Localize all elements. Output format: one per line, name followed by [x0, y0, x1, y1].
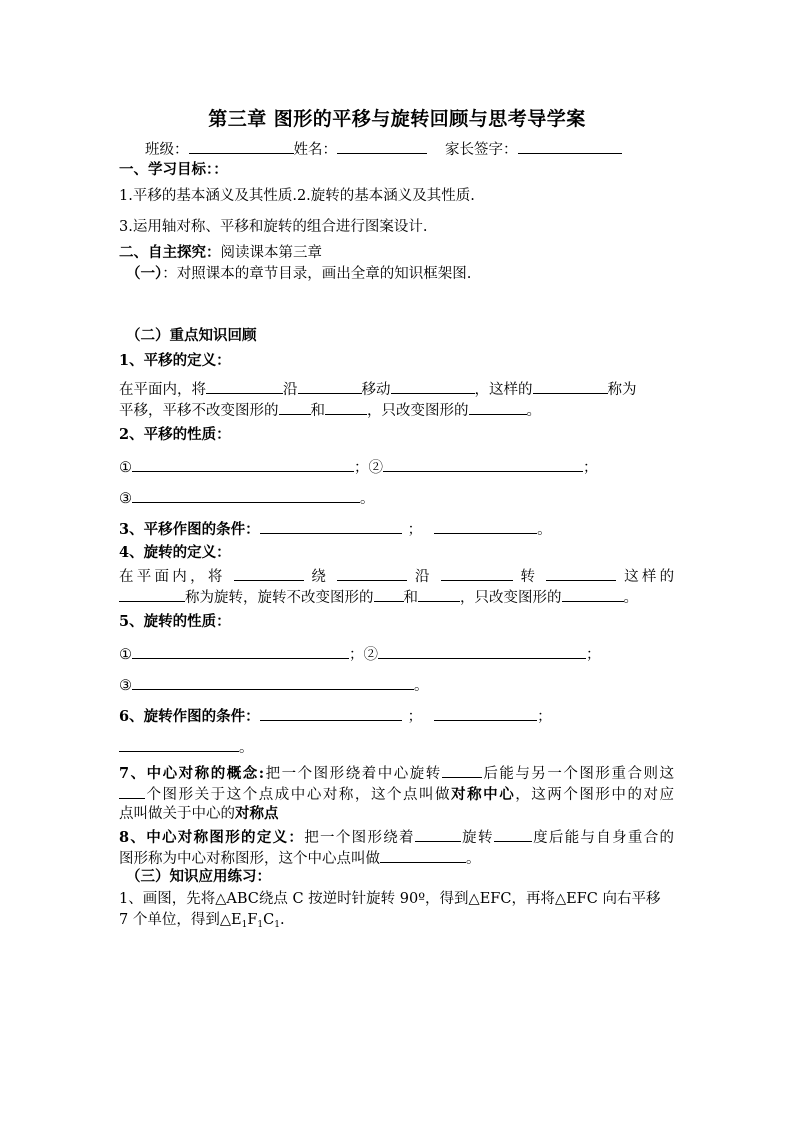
q4-blank3[interactable] — [441, 565, 513, 581]
q4-blank2[interactable] — [337, 565, 407, 581]
q7-line3: 点叫做关于中心的对称点 — [119, 805, 279, 822]
q1-line1: 在平面内，将 沿 移动 ，这样的 称为 — [119, 378, 637, 400]
subsection2-heading: （二）重点知识回顾 — [126, 327, 257, 344]
section1-heading: 一、学习目标：： — [119, 161, 228, 178]
q4-blank1[interactable] — [234, 565, 304, 581]
q2-blank2[interactable] — [383, 456, 583, 472]
q1-heading: 1、平移的定义： — [119, 352, 231, 369]
q3-blank1[interactable] — [260, 518, 402, 534]
q1-blank1[interactable] — [206, 378, 283, 394]
q2-line2: ③ 。 — [119, 487, 375, 509]
q1-blank3[interactable] — [391, 378, 475, 394]
q8-blank1[interactable] — [415, 826, 461, 842]
q1-blank2[interactable] — [298, 378, 362, 394]
q5-line2: ③ 。 — [119, 674, 429, 696]
q7-line1: 7、中心对称的概念:把一个图形绕着中心旋转 后能与另一个图形重合则这 — [119, 762, 674, 784]
q4-blank7[interactable] — [418, 586, 460, 602]
q8-line2: 图形称为中心对称图形，这个中心点叫做 。 — [119, 847, 481, 869]
header-fields — [145, 138, 622, 160]
exercise1-line1: 1、画图，先将△ABC绕点 C 按逆时针旋转 90º，得到△EFC，再将△EFC 向右平移 — [119, 891, 661, 907]
q5-line1: ① ；② ； — [119, 643, 601, 665]
q2-blank1[interactable] — [132, 456, 354, 472]
q8-blank3[interactable] — [380, 847, 466, 863]
q2-line1: ① ；② ； — [119, 456, 598, 478]
page-title: 第三章 图形的平移与旋转回顾与思考导学案 — [208, 108, 586, 130]
class-blank[interactable] — [189, 138, 294, 154]
q7-line2: 个图形关于这个点成中心对称，这个点叫做对称中心，这两个图形中的对应 — [119, 783, 674, 805]
q7-blank2[interactable] — [119, 783, 145, 799]
exercise1-line2: 7 个单位，得到$\triangle E_1F_1C_1$. — [119, 912, 285, 930]
subsection3-heading: （三）知识应用练习： — [126, 868, 271, 885]
q4-blank5[interactable] — [119, 586, 185, 602]
objective-line1: 1.平移的基本涵义及其性质.2.旋转的基本涵义及其性质. — [119, 188, 475, 204]
name-blank[interactable] — [337, 138, 427, 154]
q4-line2: 称为旋转，旋转不改变图形的 和 ，只改变图形的 。 — [119, 586, 638, 608]
subsection1: （一）：对照课本的章节目录，画出全章的知识框架图. — [126, 265, 472, 282]
q6-blank1[interactable] — [260, 705, 402, 721]
q3-blank2[interactable] — [434, 518, 537, 534]
q4-blank4[interactable] — [546, 565, 616, 581]
q4-blank8[interactable] — [562, 586, 624, 602]
q7-blank1[interactable] — [442, 762, 482, 778]
parent-signature-blank[interactable] — [518, 138, 622, 154]
q5-blank2[interactable] — [378, 643, 586, 659]
class-label: 班级： — [145, 142, 189, 158]
section2-heading: 二、自主探究：阅读课本第三章 — [119, 244, 322, 261]
q2-blank3[interactable] — [132, 487, 360, 503]
objective-line2: 3.运用轴对称、平移和旋转的组合进行图案设计. — [119, 219, 428, 235]
q5-blank3[interactable] — [132, 674, 414, 690]
q1-blank4[interactable] — [533, 378, 608, 394]
q2-heading: 2、平移的性质： — [119, 426, 231, 443]
q3-line: 3、平移作图的条件： ； 。 — [119, 518, 552, 540]
q8-blank2[interactable] — [494, 826, 532, 842]
q8-line1: 8、中心对称图形的定义：把一个图形绕着 旋转 度后能与自身重合的 — [119, 826, 674, 848]
q1-blank5[interactable] — [279, 399, 311, 415]
q6-line1: 6、旋转作图的条件： ； ； — [119, 705, 552, 727]
q1-line2: 平移，平移不改变图形的 和 ，只改变图形的 。 — [119, 399, 541, 421]
q6-blank3[interactable] — [119, 736, 239, 752]
q4-line1: 在平面内，将 绕 沿 转 这样的 — [119, 565, 674, 587]
name-label: 姓名： — [293, 142, 337, 158]
q6-blank2[interactable] — [434, 705, 537, 721]
q6-line2: 。 — [119, 736, 254, 758]
parent-signature-label: 家长签字： — [445, 142, 518, 158]
q4-blank6[interactable] — [374, 586, 404, 602]
q1-blank7[interactable] — [469, 399, 527, 415]
q5-blank1[interactable] — [132, 643, 349, 659]
q5-heading: 5、旋转的性质： — [119, 613, 231, 630]
q1-blank6[interactable] — [325, 399, 367, 415]
q4-heading: 4、旋转的定义： — [119, 544, 231, 561]
